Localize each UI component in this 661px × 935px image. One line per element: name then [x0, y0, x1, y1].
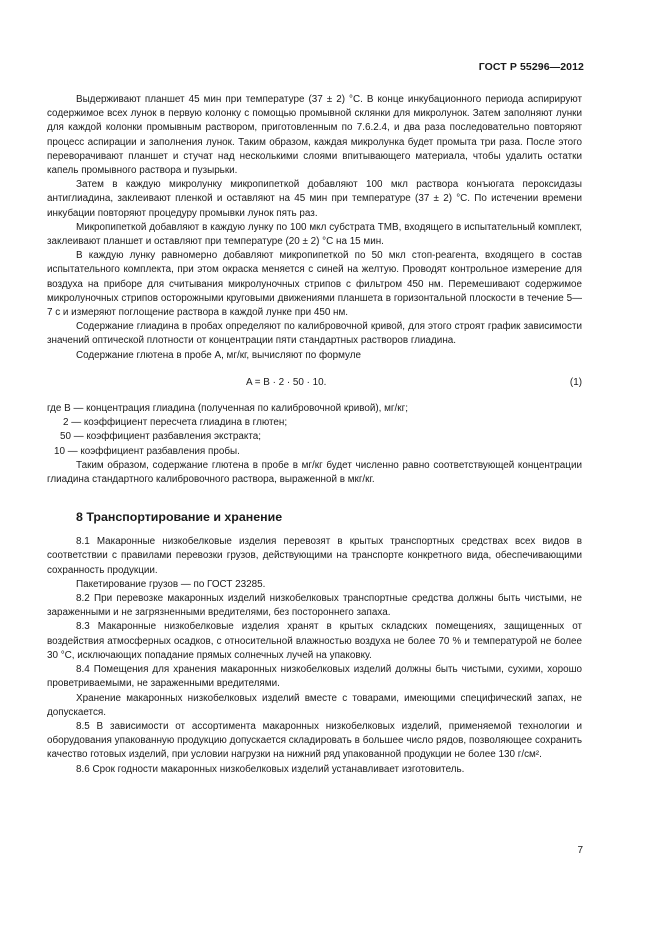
paragraph: Содержание глиадина в пробах определяют по калибровочной кривой, для этого строят график зависимости значений оптической плотности от концентрации пяти стандартных растворов глиадина. — [47, 321, 582, 347]
paragraph: Выдерживают планшет 45 мин при температуре (37 ± 2) °С. В конце инкубационного периода аспирируют содержимое всех лунок в первую колонку с помощью промывной склянки для микролунок. Затем заполняют лунки для каждой колонки промывным раствором, приготовленным по 7.6.2.4, и два раза последовательно повторяют процесс аспирации и заполнения лунок. Таким образом, каждая микролунка будет промыта три раза. После этого переворачивают планшет и стучат над несколькими слоями впитывающего материала, чтобы удалить остатки капель промывного раствора и пузырьки. — [47, 94, 582, 177]
paragraph: 8.3 Макаронные низкобелковые изделия хранят в крытых складских помещениях, защищенных от воздействия атмосферных осадков, с относительной влажностью воздуха не более 70 % и температурой не более 30 °С, исключающих попадание прямых солнечных лучей на упаковку. — [47, 621, 582, 661]
paragraph: В каждую лунку равномерно добавляют микропипеткой по 50 мкл стоп-реагента, входящего в состав испытательного комплекта, при этом окраска меняется с синей на желтую. Проводят контрольное измерение для воздуха на приборе для считывания микролуночных стрипов с фильтром 450 нм. Перемешивают содержимое микролуночных стрипов осторожными круговыми движениями планшета в горизонтальной плоскости в течение 5—7 с и измеряют поглощение раствора в каждой лунке при 450 нм. — [47, 250, 582, 319]
paragraph: Затем в каждую микролунку микропипеткой добавляют 100 мкл раствора конъюгата пероксидазы антиглиадина, заклеивают пленкой и оставляют на 45 мин при температуре (37 ± 2) °С. По истечении времени инкубации повторяют процедуру промывки лунок пять раз. — [47, 179, 582, 219]
paragraph: Хранение макаронных низкобелковых изделий вместе с товарами, имеющими специфический запах, не допускается. — [47, 692, 582, 718]
document-id-header: ГОСТ Р 55296—2012 — [478, 61, 584, 73]
definition-item: 2 — коэффициент пересчета глиадина в глютен; — [63, 417, 288, 429]
formula-block — [47, 376, 582, 390]
paragraph: Пакетирование грузов — по ГОСТ 23285. — [76, 578, 266, 590]
paragraph: 8.6 Срок годности макаронных низкобелковых изделий устанавливает изготовитель. — [76, 763, 465, 775]
definition-item: 10 — коэффициент разбавления пробы. — [54, 445, 240, 457]
paragraph: Содержание глютена в пробе A, мг/кг, вычисляют по формуле — [76, 349, 361, 361]
paragraph: Микропипеткой добавляют в каждую лунку по 100 мкл субстрата ТМВ, входящего в испытательный комплект, заклеивают планшет и оставляют при температуре (20 ± 2) °С на 15 мин. — [47, 221, 582, 248]
definition-item: 50 — коэффициент разбавления экстракта; — [60, 431, 261, 443]
section-heading: 8 Транспортирование и хранение — [76, 510, 283, 525]
paragraph: 8.1 Макаронные низкобелковые изделия перевозят в крытых транспортных средствах всех видов в соответствии с правилами перевозки грузов, действующими на транспорте конкретного вида, обеспечивающими сохранность продукции. — [47, 536, 582, 576]
paragraph: Таким образом, содержание глютена в пробе в мг/кг будет численно равно соответствующей концентрации глиадина стандартного калибровочного раствора, выраженной в мкг/кг. — [47, 459, 582, 486]
formula-expression: A = B · 2 · 50 · 10. — [246, 376, 327, 388]
definition-item: где B — концентрация глиадина (полученная по калибровочной кривой), мг/кг; — [47, 403, 408, 415]
paragraph: 8.5 В зависимости от ассортимента макаронных низкобелковых изделий, применяемой технологии и оборудования упакованную продукцию допускается складировать в большее число рядов, позволяющее сохранить качество готовых изделий, при условии нагрузки на нижний ряд упакованной продукции не более 130 г/см². — [47, 720, 582, 761]
paragraph: 8.4 Помещения для хранения макаронных низкобелковых изделий должны быть чистыми, сухими, хорошо проветриваемыми, не зараженными вредителями. — [47, 664, 582, 690]
document-body — [47, 93, 582, 777]
page-number: 7 — [577, 845, 583, 856]
paragraph: 8.2 При перевозке макаронных изделий низкобелковых транспортные средства должны быть чистыми, не зараженными и не загрязненными вредителями, без постороннего запаха. — [47, 593, 582, 619]
formula-number: (1) — [569, 376, 582, 388]
